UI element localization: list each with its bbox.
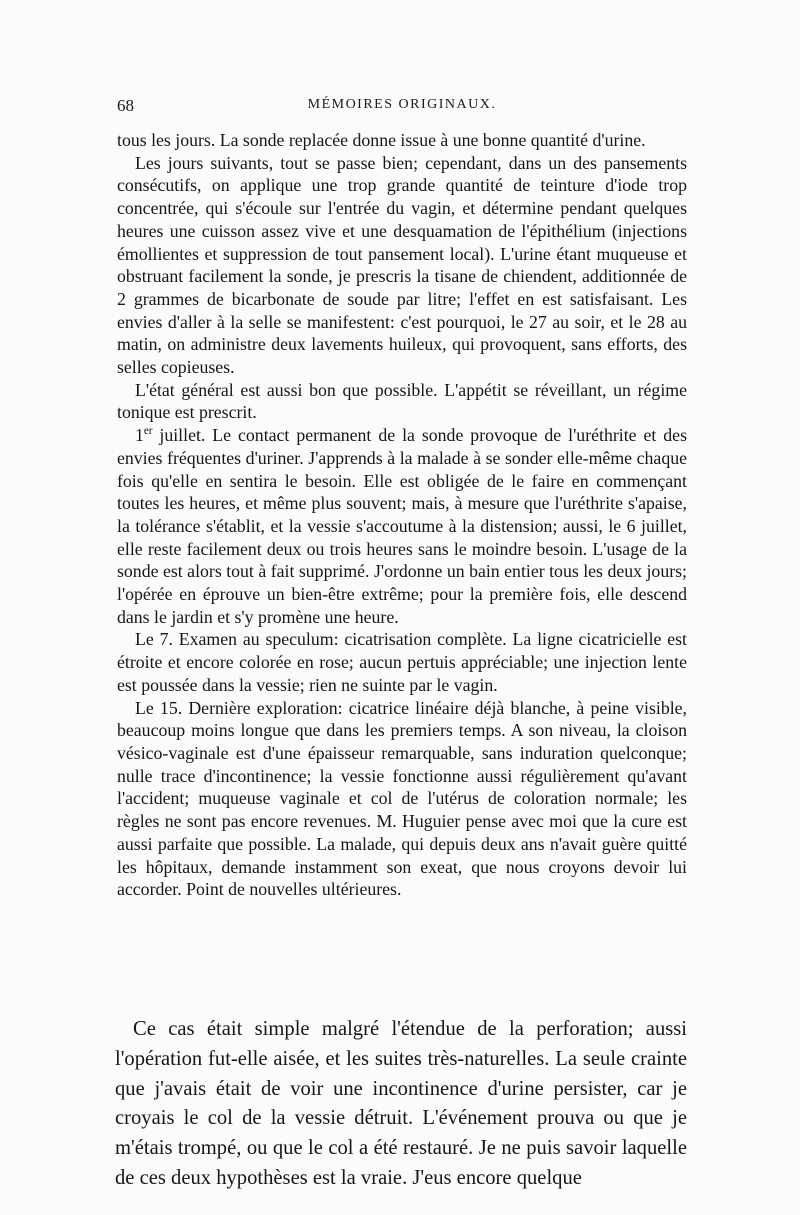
paragraph-6: Le 15. Dernière exploration: cicatrice linéaire déjà blanche, à peine visible, beaucoup moins longue que dans les premiers temps. A son niveau, la cloison vésico-vaginale est d'une épaisseur remarquable, sans induration quelconque; nulle trace d'incontinence; la vessie fonctionne aussi régulièrement qu'avant l'accident; muqueuse vaginale et col de l'utérus de coloration normale; les règles ne sont pas encore revenues. M. Huguier pense avec moi que la cure est aussi parfaite que possible. La malade, qui depuis deux ans n'avait guère quitté les hôpitaux, demande instamment son exeat, que nous croyons devoir lui accorder. Point de nouvelles ultérieures. (117, 697, 687, 900)
date-ordinal: 1 (135, 425, 144, 446)
paragraph-3: L'état général est aussi bon que possible. L'appétit se réveillant, un régime tonique est prescrit. (117, 379, 687, 423)
paragraph-1: tous les jours. La sonde replacée donne issue à une bonne quantité d'urine. (117, 130, 646, 150)
page-number: 68 (117, 96, 134, 115)
paragraph-5: Le 7. Examen au speculum: cicatrisation complète. La ligne cicatricielle est étroite et encore colorée en rose; aucun pertuis appréciable; une injection lente est poussée dans la vessie; rien ne suinte par le vagin. (117, 629, 687, 695)
paragraph-4-text: juillet. Le contact permanent de la sonde provoque de l'uréthrite et des envies fréquentes d'uriner. J'apprends à la malade à se sonder elle-même chaque fois qu'elle en sentira le besoin. Elle est obligée de le faire en commençant toutes les heures, et même plus souvent; mais, à mesure que l'uréthrite s'apaise, la tolérance s'établit, et la vessie s'accoutume à la distension; aussi, le 6 juillet, elle reste facilement deux ou trois heures sans le moindre besoin. L'usage de la sonde est alors tout à fait supprimé. J'ordonne un bain entier tous les deux jours; l'opérée en éprouve un bien-être extrême; pour la première fois, elle descend dans le jardin et s'y promène une heure. (117, 425, 687, 627)
paragraph-4 (117, 424, 687, 628)
page-header (117, 96, 687, 122)
commentary-paragraph: Ce cas était simple malgré l'étendue de la perforation; aussi l'opération fut-elle aisée, et les suites très-naturelles. La seule crainte que j'avais était de voir une incontinence d'urine persister, car je croyais le col de la vessie détruit. L'événement prouva ou que je m'étais trompé, ou que le col a été restauré. Je ne puis savoir laquelle de ces deux hypothèses est la vraie. J'eus encore quelque (115, 1018, 687, 1189)
date-ordinal-suffix: er (143, 425, 153, 438)
running-title: MÉMOIRES ORIGINAUX. (307, 97, 497, 112)
case-report-text (117, 129, 687, 901)
paragraph-2: Les jours suivants, tout se passe bien; cependant, dans un des pansements consécutifs, on applique une trop grande quantité de teinture d'iode trop concentrée, qui s'écoule sur l'entrée du vagin, et détermine pendant quelques heures une cuisson assez vive et une desquamation de l'épithélium (injections émollientes et suppression de tout pansement local). L'urine étant muqueuse et obstruant facilement la sonde, je prescris la tisane de chiendent, additionnée de 2 grammes de bicarbonate de soude par litre; l'effet en est satisfaisant. Les envies d'aller à la selle se manifestent: c'est pourquoi, le 27 au soir, et le 28 au matin, on administre deux lavements huileux, qui provoquent, sans efforts, des selles copieuses. (117, 152, 687, 378)
commentary-text (115, 1015, 687, 1194)
